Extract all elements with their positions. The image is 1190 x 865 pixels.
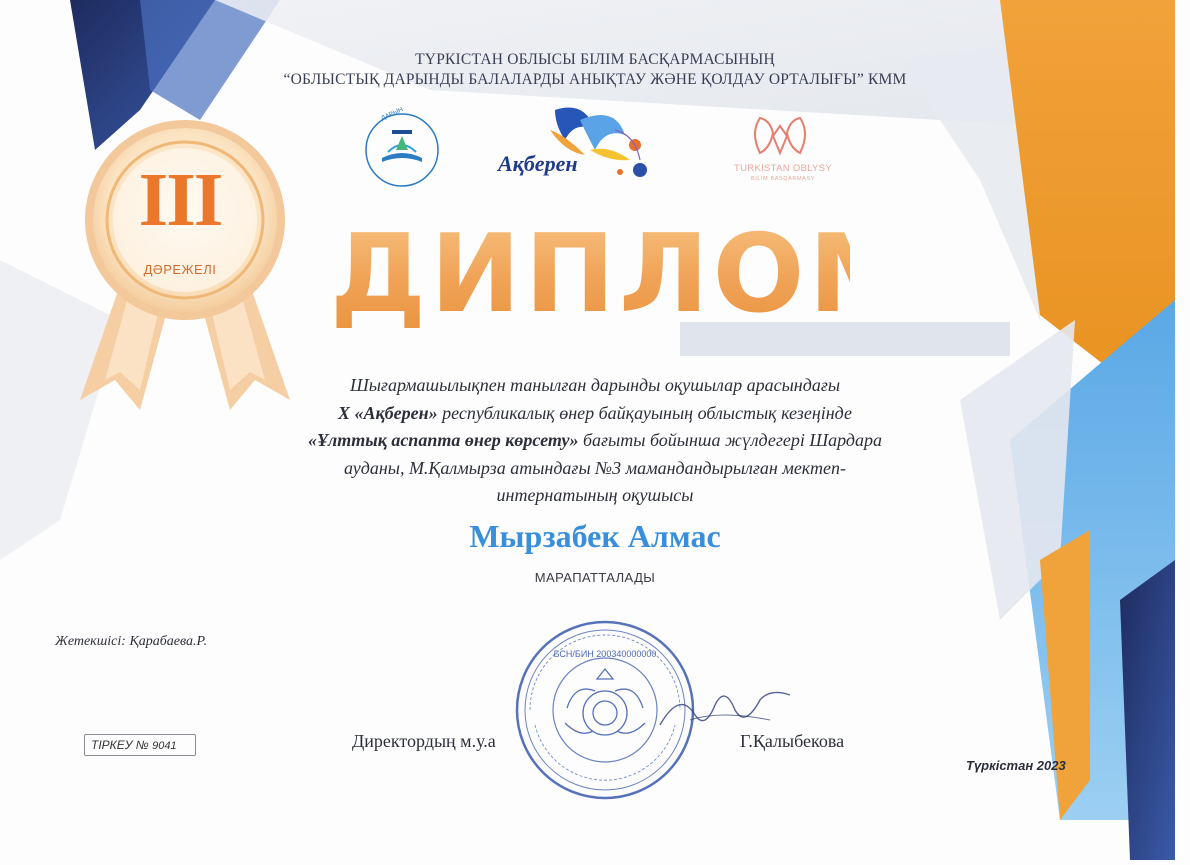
category-name: «Ұлттық аспапта өнер көрсету» [307, 430, 579, 450]
description-line-2-rest: республикалық өнер байқауының облыстық кезеңінде [437, 402, 852, 423]
medal-degree-numeral: III [138, 158, 222, 242]
turkistan-logo-label: TURKISTAN OBLYSY [734, 163, 832, 174]
supervisor-name: Жетекшісі: Қарабаева.Р. [55, 634, 208, 649]
issuer-line-1: ТҮРКІСТАН ОБЛЫСЫ БІЛІМ БАСҚАРМАСЫНЫҢ [415, 51, 775, 68]
award-description [230, 372, 960, 510]
description-line-1: Шығармашылықпен танылған дарынды оқушылар арасындағы [349, 375, 841, 395]
description-line-4: ауданы, М.Қалмырза атындағы №3 мамандандырылған мектеп- [344, 457, 846, 478]
director-name: Г.Қалыбекова [740, 731, 845, 751]
medal-degree-label: ДӘРЕЖЕЛІ [143, 262, 217, 277]
description-line-2 [230, 400, 960, 428]
medal-badge-icon [60, 110, 310, 410]
issuer-line-2: “ОБЛЫСТЫҚ ДАРЫНДЫ БАЛАЛАРДЫ АНЫҚТАУ ЖӘНЕ ҚОЛДАУ ОРТАЛЫҒЫ” КММ [283, 71, 907, 88]
director-title: Директордың м.у.а [352, 731, 496, 751]
awarded-label: МАРАПАТТАЛАДЫ [534, 570, 656, 585]
city-year: Түркістан 2023 [966, 758, 1066, 773]
description-line-3-rest: бағыты бойынша жүлдегері Шардара [578, 430, 883, 450]
diploma-title: ДИПЛОМ [330, 212, 920, 337]
description-line-5: интернатының оқушысы [496, 485, 694, 505]
registration-label: ТІРКЕУ № [91, 738, 149, 752]
turkistan-oblysy-logo-icon [725, 108, 835, 198]
darin-logo-label: ДАРЫН [380, 106, 405, 123]
recipient-name: Мырзабек Алмас [469, 518, 721, 554]
akberen-logo-label: Ақберен [498, 151, 578, 176]
turkistan-logo-sublabel: BILIM BASQARMASY [750, 176, 815, 182]
darin-book-logo-icon [362, 110, 442, 190]
description-line-3 [230, 427, 960, 455]
registration-number: 9041 [152, 740, 177, 752]
registration-number-box [84, 734, 196, 756]
contest-name: Х «Ақберен» [337, 402, 438, 423]
stamp-bin-text: БСН/БИН 200340000000 [553, 649, 657, 659]
